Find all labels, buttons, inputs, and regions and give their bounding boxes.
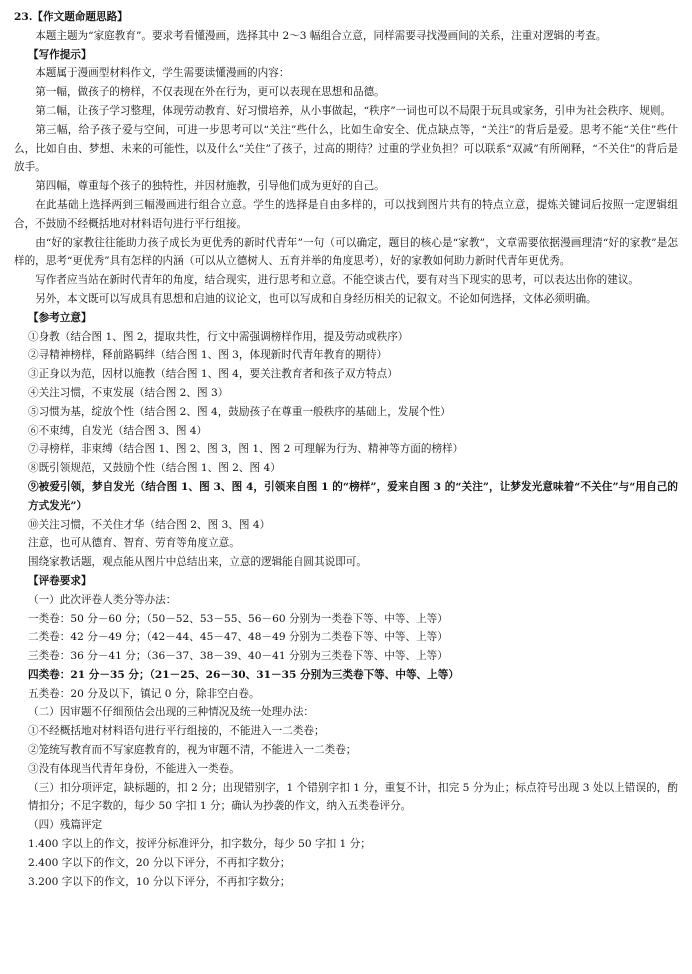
idea-item: ③正身以为范，因材以施教（结合图 1、图 4，要关注教育者和孩子双方特点） [28,368,398,381]
tips-paragraph-4: 第三幅，给予孩子爱与空间，可进一步思考可以“关注”些什么，比如生命安全、优点缺点等，“关注”的背后是爱。思考不能“关住”些什么，比如自由、梦想、未来的可能性，以及什么“关住”了孩子，过高的期待？过重的学业负担？可以联系“双减”有所阐释，“不关住”的背后是放手。 [14,123,678,174]
incomplete-essay-line: 2.400 字以下的作文，20 分以下评分，不再扣字数分； [28,856,291,869]
idea-item: ⑧既引领规范，又鼓励个性（结合图 1、图 2、图 4） [28,462,281,475]
intro-paragraph: 本题主题为“家庭教育”。要求考看懂漫画，选择其中 2～3 幅组合立意，同样需要寻找漫画间的关系，注重对逻辑的考查。 [35,29,607,42]
grade-band-line: 二类卷：42 分－49 分；（42－44、45－47、48－49 分别为二类卷下等、中等、上等） [28,631,448,644]
tips-paragraph-3: 第二幅，让孩子学习整理，体现劳动教育、好习惯培养，从小事做起，“秩序”一词也可以不局限于玩具或家务，引申为社会秩序、规则。 [35,104,672,117]
idea-item: ⑥不束缚，自发光（结合图 3、图 4） [28,424,208,437]
tips-paragraph-6: 在此基础上选择两到三幅漫画进行组合立意。学生的选择是自由多样的，可以找到图片共有的特点立意，提炼关键词后按照一定逻辑组合，不鼓励不经概括地对材料语句进行平行组接。 [14,198,678,230]
tips-paragraph-5: 第四幅，尊重每个孩子的独特性，并因材施教，引导他们成为更好的自己。 [35,180,385,193]
grade-band-line: 一类卷：50 分－60 分；（50－52、53－55、56－60 分别为一类卷下等、中等、上等） [28,612,448,625]
ideas-note: 注意，也可从德育、智育、劳育等角度立意。 [28,537,240,550]
idea-item: ⑤习惯为基，绽放个性（结合图 2、图 4，鼓励孩子在尊重一般秩序的基础上，发展个性） [28,405,451,418]
writing-tips-heading: 【写作提示】 [28,48,92,61]
grading-heading: 【评卷要求】 [28,574,92,587]
grade-band-line: 五类卷：20 分及以下，镇记 0 分，除非空白卷。 [28,687,260,700]
review-rule-line: ①不经概括地对材料语句进行平行组接的，不能进入一二类卷； [28,725,325,738]
tips-paragraph-2: 第一幅，做孩子的榜样，不仅表现在外在行为，更可以表现在思想和品德。 [35,86,385,99]
deduction-rules: （三）扣分项评定，缺标题的，扣 2 分；出现错别字，1 个错别字扣 1 分，重复不计，扣完 5 分为止；标点符号出现 3 处以上错误的，酌情扣分；不足字数的，每少 50 字扣 1 分；确认为抄袭的作文，纳入五类卷评分。 [28,781,678,813]
tips-paragraph-9: 另外，本文既可以写成具有思想和启迪的议论文，也可以写成和自身经历相关的记叙文。不论如何选择，文体必须明确。 [35,292,597,305]
idea-item: ⑨被爱引领，梦自发光（结合图 1、图 3、图 4，引领来自图 1 的“榜样”，爱来自图 3 的“关注”，让梦发光意味着“不关住”与“用自己的方式发光”） [28,480,678,512]
review-rule-line: ②笼统写教育而不写家庭教育的，视为审题不清，不能进入一二类卷； [28,744,357,757]
idea-item: ①身教（结合图 1、图 2，提取共性，行文中需强调榜样作用，提及劳动或秩序） [28,330,409,343]
incomplete-essay-line: 3.200 字以下的作文，10 分以下评分，不再扣字数分； [28,875,291,888]
idea-item: ④关注习惯，不束发展（结合图 2、图 3） [28,386,229,399]
ideas-note: 围绕家教话题，观点能从图片中总结出来，立意的逻辑能自圆其说即可。 [28,556,367,569]
tips-paragraph-1: 本题属于漫画型材料作文，学生需要读懂漫画的内容： [35,67,290,80]
idea-item: ⑩关注习惯，不关住才华（结合图 2、图 3、图 4） [28,518,271,531]
grading-section-2-title: （二）因审题不仔细预估会出现的三种情况及统一处理办法： [28,706,315,719]
review-rule-line: ③没有体现当代青年身份，不能进入一类卷。 [28,762,240,775]
grade-band-line: 四类卷：21 分－35 分；（21－25、26－30、31－35 分别为三类卷下等、中等、上等） [28,668,459,681]
idea-item: ⑦寻榜样，非束缚（结合图 1、图 2、图 3，图 1、图 2 可理解为行为、精神等方面的榜样） [28,443,464,456]
tips-paragraph-8: 写作者应当站在新时代青年的角度，结合现实，进行思考和立意。不能空谈古代，要有对当下现实的思考，可以表达出你的建议。 [35,274,640,287]
tips-paragraph-7: 由“好的家教往往能助力孩子成长为更优秀的新时代青年”一句（可以确定，题目的核心是“家教”，文章需要依据漫画理清“好的家教”是怎样的，思考“更优秀”具有怎样的内涵（可以从立德树人、五育并举的角度思考），好的家教如何助力新时代青年更优秀。 [14,236,678,268]
question-23-heading: 23.【作文题命题思路】 [14,11,128,23]
grading-section-1-title: （一）此次评卷人类分等办法： [28,593,177,606]
grading-section-4-title: （四）残篇评定 [28,819,103,832]
reference-ideas-heading: 【参考立意】 [28,311,92,324]
grade-band-line: 三类卷：36 分－41 分；（36－37、38－39、40－41 分别为三类卷下等、中等、上等） [28,650,448,663]
idea-item: ②寻精神榜样，释前路羁绊（结合图 1、图 3，体现新时代青年教育的期待） [28,349,388,362]
incomplete-essay-line: 1.400 字以上的作文，按评分标准评分，扣字数分，每少 50 字扣 1 分； [28,838,371,851]
